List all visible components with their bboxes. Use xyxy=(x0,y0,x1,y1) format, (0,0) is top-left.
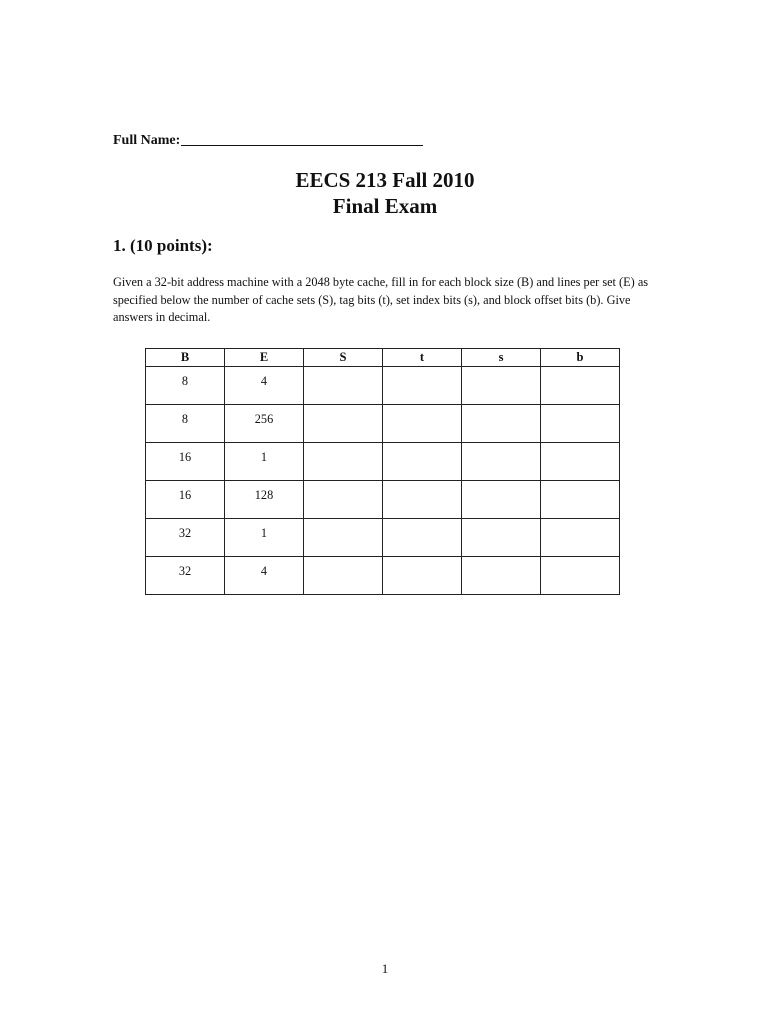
exam-title xyxy=(0,167,770,219)
column-header-S: S xyxy=(304,349,383,367)
column-header-B: B xyxy=(146,349,225,367)
full-name-blank-line[interactable] xyxy=(181,131,423,146)
cell-t-answer[interactable] xyxy=(383,405,462,443)
cell-t-answer[interactable] xyxy=(383,557,462,595)
cell-t-answer[interactable] xyxy=(383,443,462,481)
table-row xyxy=(146,443,620,481)
table-row xyxy=(146,367,620,405)
cell-t-answer[interactable] xyxy=(383,367,462,405)
cell-s-answer[interactable] xyxy=(462,481,541,519)
exam-title-course: EECS 213 Fall 2010 xyxy=(295,168,475,192)
table-row xyxy=(146,405,620,443)
cell-b-answer[interactable] xyxy=(541,481,620,519)
cell-s-answer[interactable] xyxy=(462,519,541,557)
cell-B: 16 xyxy=(146,481,225,519)
cell-E: 1 xyxy=(225,519,304,557)
table-header-row xyxy=(146,349,620,367)
table-row xyxy=(146,481,620,519)
cell-S-answer[interactable] xyxy=(304,405,383,443)
column-header-b: b xyxy=(541,349,620,367)
page-number: 1 xyxy=(381,961,389,976)
cell-b-answer[interactable] xyxy=(541,557,620,595)
cell-b-answer[interactable] xyxy=(541,405,620,443)
cell-E: 4 xyxy=(225,557,304,595)
column-header-s: s xyxy=(462,349,541,367)
cell-B: 8 xyxy=(146,367,225,405)
question-text: Given a 32-bit address machine with a 2048 byte cache, fill in for each block size (B) and lines per set (E) as specified below the number of cache sets (S), tag bits (t), set index bits (s), and block offset bits (b). Give answers in decimal. xyxy=(113,275,649,324)
cell-B: 32 xyxy=(146,519,225,557)
cell-B: 16 xyxy=(146,443,225,481)
cell-B: 8 xyxy=(146,405,225,443)
exam-title-name: Final Exam xyxy=(332,194,438,218)
cell-s-answer[interactable] xyxy=(462,367,541,405)
cell-s-answer[interactable] xyxy=(462,443,541,481)
cell-E: 256 xyxy=(225,405,304,443)
cell-S-answer[interactable] xyxy=(304,443,383,481)
cell-S-answer[interactable] xyxy=(304,557,383,595)
table-row xyxy=(146,519,620,557)
table-row xyxy=(146,557,620,595)
cell-E: 4 xyxy=(225,367,304,405)
cell-S-answer[interactable] xyxy=(304,367,383,405)
cell-S-answer[interactable] xyxy=(304,481,383,519)
cell-S-answer[interactable] xyxy=(304,519,383,557)
cell-s-answer[interactable] xyxy=(462,557,541,595)
cell-s-answer[interactable] xyxy=(462,405,541,443)
cache-parameters-table xyxy=(145,348,620,595)
full-name-field xyxy=(113,129,423,149)
cell-B: 32 xyxy=(146,557,225,595)
cell-b-answer[interactable] xyxy=(541,367,620,405)
cell-t-answer[interactable] xyxy=(383,481,462,519)
cell-t-answer[interactable] xyxy=(383,519,462,557)
column-header-E: E xyxy=(225,349,304,367)
question-heading: 1. (10 points): xyxy=(113,236,213,255)
cell-E: 128 xyxy=(225,481,304,519)
cell-b-answer[interactable] xyxy=(541,443,620,481)
full-name-label: Full Name: xyxy=(113,133,181,148)
cell-b-answer[interactable] xyxy=(541,519,620,557)
cell-E: 1 xyxy=(225,443,304,481)
column-header-t: t xyxy=(383,349,462,367)
